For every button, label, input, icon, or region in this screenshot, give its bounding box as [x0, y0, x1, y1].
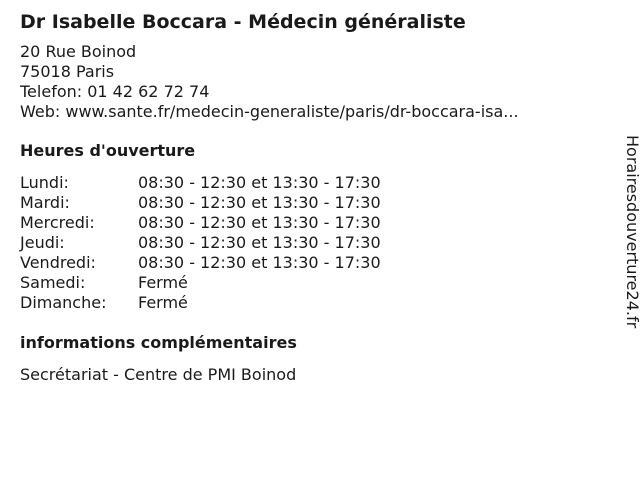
opening-hours-table — [20, 173, 600, 313]
day-label: Mardi: — [20, 193, 70, 212]
day-label: Mercredi: — [20, 213, 95, 232]
additional-info-heading: informations complémentaires — [20, 333, 297, 352]
hours-value: 08:30 - 12:30 et 13:30 - 17:30 — [138, 233, 381, 252]
hours-value: Fermé — [138, 293, 188, 312]
hours-value: 08:30 - 12:30 et 13:30 - 17:30 — [138, 193, 381, 212]
day-label: Samedi: — [20, 273, 86, 292]
site-brand-watermark: Horairesdouverture24.fr — [623, 135, 642, 329]
opening-hours-heading: Heures d'ouverture — [20, 141, 196, 160]
hours-value: 08:30 - 12:30 et 13:30 - 17:30 — [138, 253, 381, 272]
hours-row-friday — [20, 253, 600, 273]
hours-row-tuesday — [20, 193, 600, 213]
page-title: Dr Isabelle Boccara - Médecin généraliste — [20, 11, 466, 33]
day-label: Jeudi: — [20, 233, 65, 252]
additional-info-text: Secrétariat - Centre de PMI Boinod — [20, 365, 297, 384]
hours-row-wednesday — [20, 213, 600, 233]
day-label: Dimanche: — [20, 293, 107, 312]
phone-number[interactable]: Telefon: 01 42 62 72 74 — [20, 82, 210, 101]
street-address: 20 Rue Boinod — [20, 42, 137, 61]
website-link[interactable]: Web: www.sante.fr/medecin-generaliste/paris/dr-boccara-isa... — [20, 102, 519, 121]
day-label: Lundi: — [20, 173, 69, 192]
address-block — [20, 42, 600, 122]
hours-value: Fermé — [138, 273, 188, 292]
hours-value: 08:30 - 12:30 et 13:30 - 17:30 — [138, 173, 381, 192]
hours-value: 08:30 - 12:30 et 13:30 - 17:30 — [138, 213, 381, 232]
hours-row-saturday — [20, 273, 600, 293]
hours-row-monday — [20, 173, 600, 193]
hours-row-sunday — [20, 293, 600, 313]
hours-row-thursday — [20, 233, 600, 253]
day-label: Vendredi: — [20, 253, 96, 272]
city-address: 75018 Paris — [20, 62, 115, 81]
business-card — [20, 10, 600, 385]
